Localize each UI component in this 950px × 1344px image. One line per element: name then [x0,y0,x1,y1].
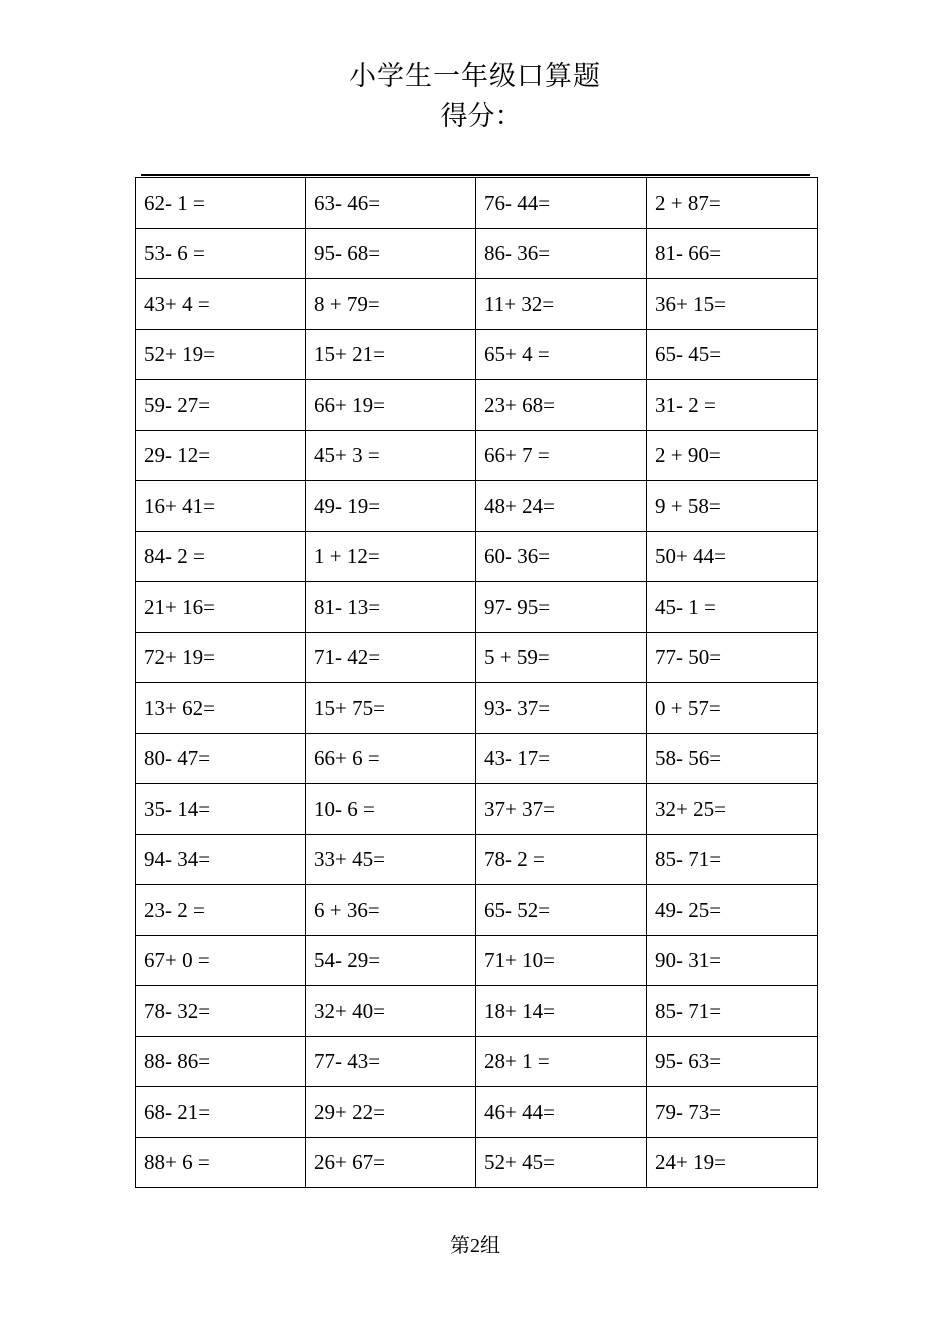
problem-cell: 15+ 75= [306,683,476,734]
problem-cell: 46+ 44= [476,1087,647,1138]
problem-cell: 23+ 68= [476,380,647,431]
problem-cell: 48+ 24= [476,481,647,532]
problem-cell: 65- 45= [647,329,818,380]
problem-cell: 95- 63= [647,1036,818,1087]
header-divider [141,174,810,176]
problem-cell: 21+ 16= [136,582,306,633]
problem-cell: 58- 56= [647,733,818,784]
problem-cell: 49- 19= [306,481,476,532]
problem-cell: 16+ 41= [136,481,306,532]
problem-cell: 78- 2 = [476,834,647,885]
problem-cell: 80- 47= [136,733,306,784]
problem-cell: 11+ 32= [476,279,647,330]
problem-cell: 59- 27= [136,380,306,431]
problem-cell: 45- 1 = [647,582,818,633]
table-row [136,228,818,279]
problem-cell: 6 + 36= [306,885,476,936]
table-row [136,784,818,835]
problem-cell: 10- 6 = [306,784,476,835]
problem-table-body [136,178,818,1188]
problem-cell: 50+ 44= [647,531,818,582]
problem-cell: 28+ 1 = [476,1036,647,1087]
table-row [136,481,818,532]
problem-cell: 93- 37= [476,683,647,734]
table-row [136,1087,818,1138]
problem-cell: 81- 66= [647,228,818,279]
problem-cell: 33+ 45= [306,834,476,885]
problem-cell: 97- 95= [476,582,647,633]
problem-cell: 23- 2 = [136,885,306,936]
problem-cell: 45+ 3 = [306,430,476,481]
score-label-text: 得分： [440,101,522,131]
problem-cell: 65- 52= [476,885,647,936]
problem-cell: 54- 29= [306,935,476,986]
problem-cell: 29+ 22= [306,1087,476,1138]
problem-cell: 88- 86= [136,1036,306,1087]
problem-cell: 85- 71= [647,834,818,885]
table-row [136,632,818,683]
problem-cell: 18+ 14= [476,986,647,1037]
table-row [136,834,818,885]
problem-cell: 0 + 57= [647,683,818,734]
problem-cell: 60- 36= [476,531,647,582]
page-title: 小学生一年级口算题 [349,61,601,91]
problem-cell: 77- 50= [647,632,818,683]
problem-cell: 43+ 4 = [136,279,306,330]
problem-cell: 66+ 7 = [476,430,647,481]
score-label [0,98,950,134]
problem-cell: 77- 43= [306,1036,476,1087]
problem-cell: 71- 42= [306,632,476,683]
problem-cell: 90- 31= [647,935,818,986]
table-row [136,935,818,986]
problem-cell: 35- 14= [136,784,306,835]
problem-cell: 88+ 6 = [136,1137,306,1188]
table-row [136,1036,818,1087]
problem-cell: 52+ 19= [136,329,306,380]
problem-cell: 53- 6 = [136,228,306,279]
problem-cell: 68- 21= [136,1087,306,1138]
table-row [136,380,818,431]
table-row [136,430,818,481]
table-row [136,531,818,582]
table-row [136,683,818,734]
problem-cell: 15+ 21= [306,329,476,380]
problem-cell: 85- 71= [647,986,818,1037]
table-row [136,329,818,380]
problem-cell: 32+ 25= [647,784,818,835]
problem-cell: 76- 44= [476,178,647,229]
problem-cell: 26+ 67= [306,1137,476,1188]
problem-cell: 66+ 19= [306,380,476,431]
table-row [136,986,818,1037]
problem-cell: 29- 12= [136,430,306,481]
problem-cell: 52+ 45= [476,1137,647,1188]
table-row [136,279,818,330]
problem-cell: 9 + 58= [647,481,818,532]
table-row [136,1137,818,1188]
problem-cell: 67+ 0 = [136,935,306,986]
problem-cell: 24+ 19= [647,1137,818,1188]
problem-cell: 84- 2 = [136,531,306,582]
problem-table [135,177,818,1188]
group-label: 第2组 [450,1235,500,1257]
problem-cell: 13+ 62= [136,683,306,734]
problem-cell: 31- 2 = [647,380,818,431]
problem-cell: 95- 68= [306,228,476,279]
problem-cell: 79- 73= [647,1087,818,1138]
problem-cell: 86- 36= [476,228,647,279]
problem-cell: 81- 13= [306,582,476,633]
problem-cell: 63- 46= [306,178,476,229]
table-row [136,178,818,229]
table-row [136,582,818,633]
problem-cell: 32+ 40= [306,986,476,1037]
problem-cell: 62- 1 = [136,178,306,229]
problem-cell: 78- 32= [136,986,306,1037]
problem-cell: 8 + 79= [306,279,476,330]
problem-cell: 36+ 15= [647,279,818,330]
problem-cell: 72+ 19= [136,632,306,683]
problem-cell: 66+ 6 = [306,733,476,784]
problem-cell: 94- 34= [136,834,306,885]
problem-cell: 49- 25= [647,885,818,936]
table-row [136,733,818,784]
problem-cell: 2 + 87= [647,178,818,229]
problem-cell: 5 + 59= [476,632,647,683]
problem-cell: 65+ 4 = [476,329,647,380]
problem-cell: 1 + 12= [306,531,476,582]
problem-cell: 2 + 90= [647,430,818,481]
problem-cell: 37+ 37= [476,784,647,835]
problem-cell: 43- 17= [476,733,647,784]
problem-cell: 71+ 10= [476,935,647,986]
table-row [136,885,818,936]
